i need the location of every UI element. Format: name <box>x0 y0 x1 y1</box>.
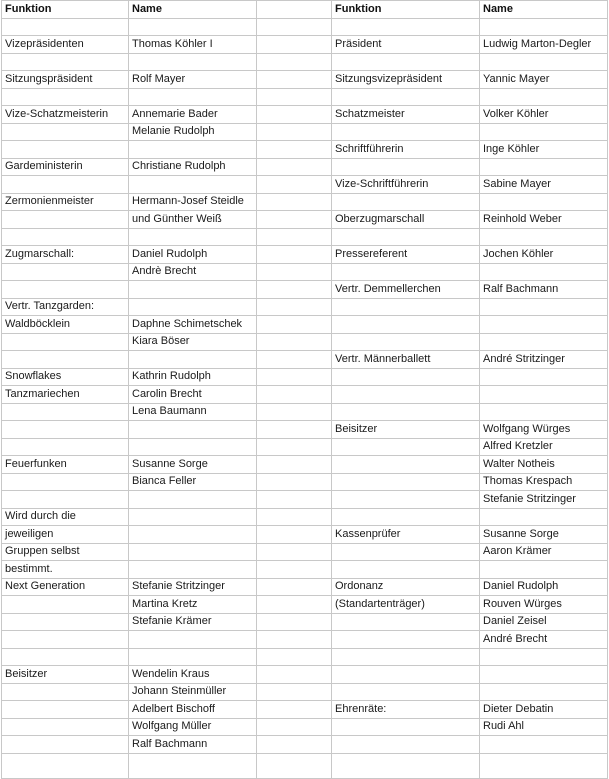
name-right-cell[interactable]: Jochen Köhler <box>480 246 608 264</box>
name-left-cell[interactable]: Kathrin Rudolph <box>129 368 257 386</box>
name-right-cell[interactable] <box>480 561 608 579</box>
spacer-cell[interactable] <box>257 648 332 666</box>
table-row <box>2 228 608 246</box>
funktion-right-cell[interactable]: Pressereferent <box>332 246 480 264</box>
spacer-cell[interactable] <box>257 491 332 509</box>
table-row <box>2 298 608 316</box>
funktion-right-cell[interactable]: Vize-Schriftführerin <box>332 176 480 194</box>
funktion-right-cell[interactable] <box>332 193 480 211</box>
name-right-cell[interactable] <box>480 316 608 334</box>
funktion-left-cell[interactable] <box>2 491 129 509</box>
spacer-cell[interactable] <box>257 386 332 404</box>
funktion-right-cell[interactable] <box>332 333 480 351</box>
spacer-cell[interactable] <box>257 106 332 124</box>
funktion-left-cell[interactable]: Vize-Schatzmeisterin <box>2 106 129 124</box>
spacer-cell[interactable] <box>257 666 332 684</box>
name-left-cell[interactable] <box>129 631 257 649</box>
funktion-left-cell[interactable]: Wird durch die <box>2 508 129 526</box>
name-right-cell[interactable] <box>480 123 608 141</box>
header-cell-name-left[interactable]: Name <box>129 1 257 19</box>
funktion-left-cell[interactable] <box>2 123 129 141</box>
spacer-cell[interactable] <box>257 718 332 736</box>
name-right-cell[interactable]: André Stritzinger <box>480 351 608 369</box>
spacer-cell[interactable] <box>257 421 332 439</box>
funktion-left-cell[interactable] <box>2 631 129 649</box>
funktion-right-cell[interactable]: (Standartenträger) <box>332 596 480 614</box>
name-right-cell[interactable] <box>480 88 608 106</box>
funktion-right-cell[interactable] <box>332 736 480 754</box>
name-right-cell[interactable] <box>480 193 608 211</box>
funktion-right-cell[interactable]: Vertr. Männerballett <box>332 351 480 369</box>
funktion-right-cell[interactable]: Beisitzer <box>332 421 480 439</box>
table-row <box>2 438 608 456</box>
funktion-right-cell[interactable] <box>332 53 480 71</box>
table-row <box>2 368 608 386</box>
funktion-right-cell[interactable] <box>332 123 480 141</box>
funktion-right-cell[interactable] <box>332 158 480 176</box>
funktion-left-cell[interactable]: Zermonienmeister <box>2 193 129 211</box>
funktion-right-cell[interactable] <box>332 753 480 778</box>
spacer-cell[interactable] <box>257 736 332 754</box>
table-row <box>2 718 608 736</box>
funktion-right-cell[interactable]: Schriftführerin <box>332 141 480 159</box>
table-row <box>2 123 608 141</box>
name-left-cell[interactable]: Rolf Mayer <box>129 71 257 89</box>
table-row <box>2 333 608 351</box>
name-right-cell[interactable] <box>480 368 608 386</box>
funktion-right-cell[interactable]: Ehrenräte: <box>332 701 480 719</box>
name-left-cell[interactable]: Carolin Brecht <box>129 386 257 404</box>
funktion-left-cell[interactable] <box>2 701 129 719</box>
funktion-right-cell[interactable] <box>332 18 480 36</box>
funktion-left-cell[interactable] <box>2 473 129 491</box>
funktion-right-cell[interactable]: Vertr. Demmellerchen <box>332 281 480 299</box>
name-right-cell[interactable] <box>480 736 608 754</box>
spacer-cell[interactable] <box>257 228 332 246</box>
funktion-left-cell[interactable] <box>2 141 129 159</box>
table-row <box>2 596 608 614</box>
spacer-cell[interactable] <box>257 36 332 54</box>
name-left-cell[interactable] <box>129 53 257 71</box>
name-left-cell[interactable]: Ralf Bachmann <box>129 736 257 754</box>
header-cell-funktion-right[interactable]: Funktion <box>332 1 480 19</box>
name-left-cell[interactable] <box>129 491 257 509</box>
spacer-cell[interactable] <box>257 561 332 579</box>
name-left-cell[interactable] <box>129 753 257 778</box>
spacer-cell[interactable] <box>257 316 332 334</box>
name-left-cell[interactable]: Wolfgang Müller <box>129 718 257 736</box>
funktion-right-cell[interactable] <box>332 648 480 666</box>
funktion-right-cell[interactable] <box>332 403 480 421</box>
funktion-right-cell[interactable] <box>332 508 480 526</box>
table-row <box>2 281 608 299</box>
spacer-cell[interactable] <box>257 176 332 194</box>
table-row <box>2 263 608 281</box>
spacer-cell[interactable] <box>257 631 332 649</box>
spacer-cell[interactable] <box>257 298 332 316</box>
table-row <box>2 561 608 579</box>
name-left-cell[interactable]: Daphne Schimetschek <box>129 316 257 334</box>
funktion-left-cell[interactable]: Next Generation <box>2 578 129 596</box>
name-left-cell[interactable]: und Günther Weiß <box>129 211 257 229</box>
funktion-right-cell[interactable] <box>332 368 480 386</box>
funktion-left-cell[interactable] <box>2 438 129 456</box>
funktion-left-cell[interactable]: Sitzungspräsident <box>2 71 129 89</box>
table-row <box>2 141 608 159</box>
name-right-cell[interactable] <box>480 333 608 351</box>
name-right-cell[interactable]: Rudi Ahl <box>480 718 608 736</box>
funktion-right-cell[interactable] <box>332 438 480 456</box>
name-left-cell[interactable]: Melanie Rudolph <box>129 123 257 141</box>
table-row <box>2 473 608 491</box>
name-left-cell[interactable] <box>129 88 257 106</box>
spacer-cell[interactable] <box>257 141 332 159</box>
spacer-cell[interactable] <box>257 246 332 264</box>
spacer-cell[interactable] <box>257 18 332 36</box>
name-right-cell[interactable] <box>480 683 608 701</box>
name-right-cell[interactable]: Wolfgang Würges <box>480 421 608 439</box>
funktion-left-cell[interactable] <box>2 403 129 421</box>
table-row <box>2 36 608 54</box>
name-right-cell[interactable]: André Brecht <box>480 631 608 649</box>
name-right-cell[interactable] <box>480 648 608 666</box>
name-right-cell[interactable] <box>480 18 608 36</box>
spacer-cell[interactable] <box>257 456 332 474</box>
name-right-cell[interactable]: Thomas Krespach <box>480 473 608 491</box>
spacer-cell[interactable] <box>257 333 332 351</box>
table-row <box>2 158 608 176</box>
funktion-left-cell[interactable] <box>2 176 129 194</box>
funktion-right-cell[interactable] <box>332 456 480 474</box>
spacer-cell[interactable] <box>257 613 332 631</box>
name-right-cell[interactable]: Stefanie Stritzinger <box>480 491 608 509</box>
spacer-cell[interactable] <box>257 473 332 491</box>
funktion-right-cell[interactable] <box>332 473 480 491</box>
table-row <box>2 683 608 701</box>
name-left-cell[interactable]: Susanne Sorge <box>129 456 257 474</box>
funktion-right-cell[interactable] <box>332 263 480 281</box>
table-row <box>2 701 608 719</box>
funktion-left-cell[interactable] <box>2 736 129 754</box>
funktion-left-cell[interactable] <box>2 596 129 614</box>
name-left-cell[interactable] <box>129 228 257 246</box>
table-row <box>2 631 608 649</box>
header-cell-funktion-left[interactable]: Funktion <box>2 1 129 19</box>
name-right-cell[interactable]: Daniel Zeisel <box>480 613 608 631</box>
table-row <box>2 88 608 106</box>
spacer-cell[interactable] <box>257 596 332 614</box>
name-left-cell[interactable]: Adelbert Bischoff <box>129 701 257 719</box>
table-row <box>2 491 608 509</box>
spacer-cell[interactable] <box>257 88 332 106</box>
name-right-cell[interactable]: Rouven Würges <box>480 596 608 614</box>
name-left-cell[interactable] <box>129 561 257 579</box>
table-row <box>2 613 608 631</box>
funktion-left-cell[interactable] <box>2 211 129 229</box>
name-left-cell[interactable]: Hermann-Josef Steidle <box>129 193 257 211</box>
name-left-cell[interactable]: Christiane Rudolph <box>129 158 257 176</box>
header-cell-name-right[interactable]: Name <box>480 1 608 19</box>
name-left-cell[interactable] <box>129 648 257 666</box>
funktion-left-cell[interactable]: Vertr. Tanzgarden: <box>2 298 129 316</box>
table-row <box>2 578 608 596</box>
table-row <box>2 403 608 421</box>
spreadsheet-table <box>1 0 608 779</box>
name-left-cell[interactable]: Johann Steinmüller <box>129 683 257 701</box>
table-row <box>2 106 608 124</box>
table-row <box>2 666 608 684</box>
name-left-cell[interactable] <box>129 298 257 316</box>
name-left-cell[interactable] <box>129 281 257 299</box>
funktion-left-cell[interactable] <box>2 281 129 299</box>
funktion-right-cell[interactable] <box>332 386 480 404</box>
name-left-cell[interactable]: Wendelin Kraus <box>129 666 257 684</box>
name-right-cell[interactable] <box>480 53 608 71</box>
name-right-cell[interactable]: Walter Notheis <box>480 456 608 474</box>
name-right-cell[interactable] <box>480 753 608 778</box>
funktion-left-cell[interactable] <box>2 18 129 36</box>
spacer-cell[interactable] <box>257 508 332 526</box>
table-row <box>2 508 608 526</box>
name-right-cell[interactable]: Reinhold Weber <box>480 211 608 229</box>
funktion-left-cell[interactable] <box>2 421 129 439</box>
spacer-cell[interactable] <box>257 578 332 596</box>
name-left-cell[interactable]: Lena Baumann <box>129 403 257 421</box>
name-left-cell[interactable]: Stefanie Stritzinger <box>129 578 257 596</box>
name-right-cell[interactable]: Susanne Sorge <box>480 526 608 544</box>
spacer-cell[interactable] <box>257 158 332 176</box>
name-right-cell[interactable]: Yannic Mayer <box>480 71 608 89</box>
name-right-cell[interactable] <box>480 386 608 404</box>
name-left-cell[interactable] <box>129 351 257 369</box>
funktion-left-cell[interactable]: Beisitzer <box>2 666 129 684</box>
name-right-cell[interactable] <box>480 158 608 176</box>
funktion-left-cell[interactable]: Snowflakes <box>2 368 129 386</box>
funktion-right-cell[interactable]: Ordonanz <box>332 578 480 596</box>
name-left-cell[interactable]: Martina Kretz <box>129 596 257 614</box>
table-row <box>2 351 608 369</box>
funktion-left-cell[interactable] <box>2 88 129 106</box>
funktion-left-cell[interactable]: Feuerfunken <box>2 456 129 474</box>
name-right-cell[interactable] <box>480 298 608 316</box>
header-row <box>2 1 608 19</box>
spacer-cell[interactable] <box>257 438 332 456</box>
name-left-cell[interactable]: Bianca Feller <box>129 473 257 491</box>
table-row <box>2 421 608 439</box>
spacer-cell[interactable] <box>257 53 332 71</box>
name-right-cell[interactable]: Ralf Bachmann <box>480 281 608 299</box>
funktion-left-cell[interactable]: Zugmarschall: <box>2 246 129 264</box>
funktion-left-cell[interactable] <box>2 648 129 666</box>
spacer-cell[interactable] <box>257 368 332 386</box>
funktion-right-cell[interactable] <box>332 543 480 561</box>
funktion-right-cell[interactable] <box>332 88 480 106</box>
table-row <box>2 176 608 194</box>
funktion-right-cell[interactable] <box>332 683 480 701</box>
name-left-cell[interactable]: Stefanie Krämer <box>129 613 257 631</box>
table-row <box>2 386 608 404</box>
name-right-cell[interactable]: Inge Köhler <box>480 141 608 159</box>
spacer-cell[interactable] <box>257 683 332 701</box>
name-right-cell[interactable]: Volker Köhler <box>480 106 608 124</box>
funktion-right-cell[interactable] <box>332 298 480 316</box>
spacer-cell[interactable] <box>257 701 332 719</box>
funktion-right-cell[interactable] <box>332 666 480 684</box>
table-row <box>2 526 608 544</box>
name-right-cell[interactable] <box>480 228 608 246</box>
funktion-right-cell[interactable] <box>332 631 480 649</box>
table-row <box>2 736 608 754</box>
name-right-cell[interactable] <box>480 263 608 281</box>
name-right-cell[interactable]: Sabine Mayer <box>480 176 608 194</box>
funktion-right-cell[interactable] <box>332 561 480 579</box>
funktion-left-cell[interactable] <box>2 53 129 71</box>
funktion-right-cell[interactable]: Präsident <box>332 36 480 54</box>
name-left-cell[interactable]: Andrè Brecht <box>129 263 257 281</box>
funktion-right-cell[interactable] <box>332 491 480 509</box>
name-right-cell[interactable]: Alfred Kretzler <box>480 438 608 456</box>
name-right-cell[interactable]: Aaron Krämer <box>480 543 608 561</box>
name-right-cell[interactable]: Ludwig Marton-Degler <box>480 36 608 54</box>
name-right-cell[interactable]: Dieter Debatin <box>480 701 608 719</box>
name-left-cell[interactable] <box>129 18 257 36</box>
funktion-right-cell[interactable]: Kassenprüfer <box>332 526 480 544</box>
funktion-left-cell[interactable] <box>2 753 129 778</box>
table-row <box>2 543 608 561</box>
spacer-cell[interactable] <box>257 351 332 369</box>
table-row <box>2 753 608 778</box>
table-row <box>2 246 608 264</box>
funktion-left-cell[interactable] <box>2 683 129 701</box>
funktion-right-cell[interactable] <box>332 613 480 631</box>
table-row <box>2 18 608 36</box>
name-right-cell[interactable]: Daniel Rudolph <box>480 578 608 596</box>
funktion-left-cell[interactable]: bestimmt. <box>2 561 129 579</box>
spacer-cell[interactable] <box>257 753 332 778</box>
funktion-left-cell[interactable] <box>2 351 129 369</box>
funktion-left-cell[interactable]: Gruppen selbst <box>2 543 129 561</box>
funktion-right-cell[interactable] <box>332 228 480 246</box>
header-cell-spacer[interactable] <box>257 1 332 19</box>
name-left-cell[interactable] <box>129 526 257 544</box>
name-left-cell[interactable] <box>129 176 257 194</box>
spacer-cell[interactable] <box>257 543 332 561</box>
funktion-left-cell[interactable]: Waldböcklein <box>2 316 129 334</box>
name-left-cell[interactable] <box>129 141 257 159</box>
spacer-cell[interactable] <box>257 526 332 544</box>
funktion-left-cell[interactable] <box>2 333 129 351</box>
name-right-cell[interactable] <box>480 666 608 684</box>
table-body <box>2 18 608 778</box>
name-left-cell[interactable] <box>129 421 257 439</box>
funktion-left-cell[interactable]: Vizepräsidenten <box>2 36 129 54</box>
funktion-right-cell[interactable]: Oberzugmarschall <box>332 211 480 229</box>
funktion-right-cell[interactable]: Sitzungsvizepräsident <box>332 71 480 89</box>
funktion-left-cell[interactable]: jeweiligen <box>2 526 129 544</box>
name-left-cell[interactable]: Daniel Rudolph <box>129 246 257 264</box>
funktion-left-cell[interactable] <box>2 263 129 281</box>
table-row <box>2 648 608 666</box>
funktion-left-cell[interactable] <box>2 718 129 736</box>
funktion-right-cell[interactable] <box>332 316 480 334</box>
name-left-cell[interactable] <box>129 438 257 456</box>
table-row <box>2 193 608 211</box>
name-right-cell[interactable] <box>480 508 608 526</box>
spacer-cell[interactable] <box>257 211 332 229</box>
spacer-cell[interactable] <box>257 403 332 421</box>
funktion-left-cell[interactable] <box>2 228 129 246</box>
spacer-cell[interactable] <box>257 71 332 89</box>
name-right-cell[interactable] <box>480 403 608 421</box>
table-row <box>2 316 608 334</box>
spacer-cell[interactable] <box>257 123 332 141</box>
funktion-left-cell[interactable]: Gardeministerin <box>2 158 129 176</box>
name-left-cell[interactable]: Kiara Böser <box>129 333 257 351</box>
funktion-left-cell[interactable] <box>2 613 129 631</box>
funktion-right-cell[interactable]: Schatzmeister <box>332 106 480 124</box>
table-row <box>2 71 608 89</box>
name-left-cell[interactable]: Thomas Köhler I <box>129 36 257 54</box>
name-left-cell[interactable] <box>129 508 257 526</box>
name-left-cell[interactable] <box>129 543 257 561</box>
spacer-cell[interactable] <box>257 193 332 211</box>
funktion-right-cell[interactable] <box>332 718 480 736</box>
spacer-cell[interactable] <box>257 281 332 299</box>
table-row <box>2 211 608 229</box>
name-left-cell[interactable]: Annemarie Bader <box>129 106 257 124</box>
funktion-left-cell[interactable]: Tanzmariechen <box>2 386 129 404</box>
table-row <box>2 456 608 474</box>
table-row <box>2 53 608 71</box>
spacer-cell[interactable] <box>257 263 332 281</box>
